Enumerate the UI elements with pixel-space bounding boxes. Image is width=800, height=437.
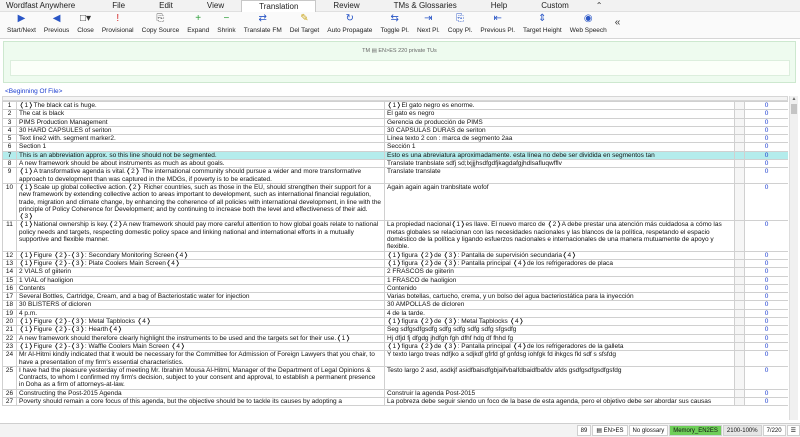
menu-edit[interactable]: Edit — [159, 0, 173, 10]
copy-source-icon: ⎘ — [156, 13, 165, 24]
segment-number: 21 — [3, 326, 17, 334]
segment-source: PIMS Production Management — [17, 118, 385, 126]
toolbar-button-label: Toggle Pl. — [380, 27, 409, 34]
segment-source: Contents — [17, 284, 385, 292]
segment-status — [735, 309, 745, 317]
segment-number: 8 — [3, 160, 17, 168]
menu-file[interactable]: File — [112, 0, 126, 10]
segment-source: 4 p.m. — [17, 309, 385, 317]
segment-row[interactable] — [3, 251, 789, 259]
previous-button[interactable] — [40, 12, 73, 39]
segment-match-count: 0 — [745, 143, 789, 151]
segment-status — [735, 126, 745, 134]
segment-target[interactable]: Hj dfjd fj dfgdg jhdfgh fgh dfhf hdg df fhhd fg — [385, 334, 735, 342]
segment-row[interactable] — [3, 284, 789, 292]
segment-source: Several Bottles, Cartridge, Cream, and a bag of Bacteriostatic water for injection — [17, 293, 385, 301]
segment-row[interactable] — [3, 168, 789, 184]
segment-number: 14 — [3, 268, 17, 276]
toggle-pl-button[interactable] — [376, 12, 413, 39]
previous-pl-button[interactable] — [476, 12, 519, 39]
segment-target[interactable]: Sección 1 — [385, 143, 735, 151]
segment-number: 23 — [3, 342, 17, 350]
segment-status — [735, 318, 745, 326]
segment-status — [735, 397, 745, 405]
segment-number: 25 — [3, 366, 17, 389]
next-pl-button[interactable] — [413, 12, 444, 39]
segment-status — [735, 143, 745, 151]
close-icon: □▾ — [79, 13, 92, 24]
segment-number: 26 — [3, 389, 17, 397]
menu-help[interactable]: Help — [490, 0, 508, 10]
segment-match-count: 0 — [745, 160, 789, 168]
segment-target[interactable]: ❬1❭El gato negro es enorme. — [385, 102, 735, 110]
toolbar-button-label: Next Pl. — [416, 27, 440, 34]
segment-match-count: 0 — [745, 334, 789, 342]
start-next-icon: ▶ — [17, 13, 26, 24]
segment-source: I have had the pleasure yesterday of meeting Mr. Ibrahim Mousa Al-Hitmi, Manager of the Department of Legal Opinions & Contracts, to whom I confirmed my firm's decision, subject to your consent and approval, to establish a permanent presence in Doha as a firm of attorneys-at-law. — [17, 366, 385, 389]
segment-status — [735, 251, 745, 259]
beginning-of-file-marker: <Beginning Of File> — [5, 88, 63, 95]
segment-number: 7 — [3, 151, 17, 159]
shrink-button[interactable] — [213, 12, 239, 39]
toolbar-button-label: Target Height — [523, 27, 562, 34]
tm-panel — [3, 41, 796, 83]
segment-number: 22 — [3, 334, 17, 342]
segment-row[interactable] — [3, 151, 789, 159]
segment-number: 11 — [3, 221, 17, 251]
segment-status — [735, 118, 745, 126]
menu-app-title[interactable]: Wordfast Anywhere — [6, 0, 76, 10]
segment-source: The cat is black — [17, 110, 385, 118]
segment-target[interactable]: 30 CÁPSULAS DURAS de seriton — [385, 126, 735, 134]
segment-target[interactable]: ❬1❭figura ❬2❭de ❬3❭: Pantalla principal ❬4❭de los refrigeradores de placa — [385, 259, 735, 267]
segment-target[interactable]: 1 FRASCO de haoligion — [385, 276, 735, 284]
segment-source: ❬1❭Figure ❬2❭-❬3❭: Plate Coolers Main Screen❬4❭ — [17, 259, 385, 267]
toolbar-button-label: Previous Pl. — [480, 27, 516, 34]
menu-bar — [0, 0, 800, 12]
vertical-scrollbar[interactable] — [789, 96, 798, 420]
segment-match-count: 0 — [745, 251, 789, 259]
expand-button[interactable] — [183, 12, 213, 39]
toolbar-button-label: Previous — [43, 27, 70, 34]
status-cell[interactable]: Memory_EN2ES — [669, 425, 722, 436]
toolbar-more-icon[interactable]: « — [614, 17, 621, 28]
segment-number: 16 — [3, 284, 17, 292]
segment-row[interactable] — [3, 301, 789, 309]
segment-match-count: 0 — [745, 351, 789, 367]
toolbar-button-label: Shrink — [217, 27, 236, 34]
segment-row[interactable] — [3, 160, 789, 168]
segment-number: 12 — [3, 251, 17, 259]
auto-propagate-icon: ↻ — [345, 13, 355, 24]
segment-status — [735, 221, 745, 251]
segment-source: 30 BLISTERS of dicloren — [17, 301, 385, 309]
segment-row[interactable] — [3, 397, 789, 405]
segment-row[interactable] — [3, 268, 789, 276]
segment-row[interactable] — [3, 351, 789, 367]
segment-status — [735, 268, 745, 276]
segment-source: This is an abbreviation approx. so this line should not be segmented. — [17, 151, 385, 159]
toolbar-button-label: Expand — [187, 27, 210, 34]
segment-match-count: 0 — [745, 259, 789, 267]
segment-target[interactable]: ❬1❭figura ❬2❭de ❬3❭: Pantalla de supervisión secundaria❬4❭ — [385, 251, 735, 259]
toolbar-button-label: Start/Next — [7, 27, 36, 34]
segment-target[interactable]: Contenido — [385, 284, 735, 292]
segment-row[interactable] — [3, 318, 789, 326]
segment-status — [735, 102, 745, 110]
previous-icon: ◀ — [52, 13, 61, 24]
segment-target[interactable]: Translate tranbslate sdfj sd;lxjjjhsdfgdfjkagdafgjhdlsafluqwfflv — [385, 160, 735, 168]
segment-status — [735, 326, 745, 334]
segment-source: ❬1❭A transformative agenda is vital.❬2❭ The international community should pursue a wider and more transformative approach to development than was captured in the MDGs, if poverty is to be eradicated. — [17, 168, 385, 184]
segment-match-count: 0 — [745, 110, 789, 118]
segment-source: ❬1❭Figure ❬2❭-❬3❭: Hearth❬4❭ — [17, 326, 385, 334]
segment-row[interactable] — [3, 221, 789, 251]
segment-number: 10 — [3, 183, 17, 220]
start-next-button[interactable] — [3, 12, 40, 39]
segment-status — [735, 259, 745, 267]
segment-status — [735, 293, 745, 301]
segment-status — [735, 183, 745, 220]
segment-table — [2, 101, 788, 406]
menu-view[interactable]: View — [206, 0, 225, 10]
segment-status — [735, 284, 745, 292]
toolbar-button-label: Del Target — [289, 27, 320, 34]
segment-target[interactable]: Construir la agenda Post-2015 — [385, 389, 735, 397]
segment-number: 9 — [3, 168, 17, 184]
segment-target[interactable]: 30 AMPOLLAS de dicloren — [385, 301, 735, 309]
segment-match-count: 0 — [745, 183, 789, 220]
segment-match-count: 0 — [745, 118, 789, 126]
toolbar-button-label: Auto Propagate — [327, 27, 373, 34]
segment-row[interactable] — [3, 326, 789, 334]
segment-row[interactable] — [3, 259, 789, 267]
segment-match-count: 0 — [745, 102, 789, 110]
menu-tms-glossaries[interactable]: TMs & Glossaries — [393, 0, 457, 10]
segment-row[interactable] — [3, 183, 789, 220]
status-cell[interactable]: 89 — [577, 425, 592, 436]
segment-status — [735, 168, 745, 184]
status-cell[interactable]: No glossary — [629, 425, 669, 436]
web-speech-icon: ◉ — [583, 13, 593, 24]
segment-status — [735, 351, 745, 367]
menu-translation[interactable]: Translation — [241, 0, 316, 12]
copy-source-button[interactable] — [138, 12, 184, 39]
segment-source: A new framework should therefore clearly highlight the instruments to be used and the targets set for their use.❬1❭ — [17, 334, 385, 342]
segment-row[interactable] — [3, 342, 789, 350]
segment-match-count: 0 — [745, 221, 789, 251]
segment-target[interactable]: La pobreza debe seguir siendo un foco de la base de esta agenda, pero el objetivo debe ser abordar sus causas — [385, 397, 735, 405]
segment-row[interactable] — [3, 276, 789, 284]
toolbar-button-label: Copy Pl. — [447, 27, 473, 34]
segment-match-count: 0 — [745, 366, 789, 389]
segment-match-count: 0 — [745, 135, 789, 143]
segment-row[interactable] — [3, 126, 789, 134]
close-button[interactable] — [73, 12, 98, 39]
segment-status — [735, 366, 745, 389]
segment-row[interactable] — [3, 293, 789, 301]
segment-target[interactable]: 2 FRASCOS de giiterin — [385, 268, 735, 276]
target-height-button[interactable] — [519, 12, 566, 39]
status-bar — [0, 423, 800, 437]
segment-match-count: 0 — [745, 326, 789, 334]
toggle-pl-icon: ⇆ — [390, 13, 399, 24]
segment-row[interactable] — [3, 366, 789, 389]
scroll-thumb[interactable] — [791, 104, 797, 114]
menu-review[interactable]: Review — [333, 0, 360, 10]
segment-row[interactable] — [3, 309, 789, 317]
status-cell[interactable]: 2100-100% — [723, 425, 762, 436]
segment-match-count: 0 — [745, 268, 789, 276]
previous-pl-icon: ⇤ — [493, 13, 502, 24]
next-pl-icon: ⇥ — [424, 13, 433, 24]
segment-row[interactable] — [3, 102, 789, 110]
segment-match-count: 0 — [745, 293, 789, 301]
toolbar-button-label: Close — [77, 27, 94, 34]
segment-number: 4 — [3, 126, 17, 134]
segment-row[interactable] — [3, 143, 789, 151]
segment-source: ❬1❭The black cat is huge. — [17, 102, 385, 110]
segment-number: 3 — [3, 118, 17, 126]
segment-match-count: 0 — [745, 309, 789, 317]
segment-source: ❬1❭Scale up global collective action.❬2❭ Richer countries, such as those in the EU, should strengthen their support for a new framework by extending collective action to areas important to development, such as international financial regulation, trade, migration and climate change, by enhancing the coherence of all policies with international development, in line with the principle of Policy Coherence for Development; and by continuing to increase both the level and effectiveness of their aid.❬3❭ — [17, 183, 385, 220]
segment-match-count: 0 — [745, 168, 789, 184]
segment-match-count: 0 — [745, 284, 789, 292]
segment-number: 17 — [3, 293, 17, 301]
auto-propagate-button[interactable] — [323, 12, 376, 39]
segment-target[interactable]: Varias botellas, cartucho, crema, y un bolso del agua bacteriostática para la inyección — [385, 293, 735, 301]
segment-source: ❬1❭National ownership is key.❬2❭A new framework should pay more careful attention to how global goals relate to national policy needs and targets, respecting domestic policy space and linking national and international efforts in a mutually supportive and flexible manner. — [17, 221, 385, 251]
expand-icon: + — [195, 13, 202, 24]
shrink-icon: − — [223, 13, 230, 24]
menu-custom[interactable]: Custom — [541, 0, 569, 10]
segment-row[interactable] — [3, 389, 789, 397]
segment-number: 27 — [3, 397, 17, 405]
segment-number: 15 — [3, 276, 17, 284]
segment-source: Constructing the Post-2015 Agenda — [17, 389, 385, 397]
translate-fm-icon: ⇄ — [258, 13, 267, 24]
segment-status — [735, 389, 745, 397]
segment-number: 19 — [3, 309, 17, 317]
translate-fm-button[interactable] — [240, 12, 286, 39]
target-height-icon: ⇕ — [538, 13, 547, 24]
segment-match-count: 0 — [745, 301, 789, 309]
segment-target[interactable]: Y texto largo treas ndfjko a sdjkdf gfrfd gf gnfdsg iohfgk fd ihkgcs fkl sdf s sfsfdg — [385, 351, 735, 367]
segment-source: A new framework should be about instruments as much as about goals. — [17, 160, 385, 168]
scroll-up-icon[interactable]: ▲ — [791, 96, 797, 102]
segment-match-count: 0 — [745, 276, 789, 284]
segment-row[interactable] — [3, 334, 789, 342]
segment-match-count: 0 — [745, 397, 789, 405]
web-speech-button[interactable] — [566, 12, 611, 39]
segment-target[interactable]: Testo largo 2 asd, asdkjf asidfbaisdfgbjaifvbalfdbaidfbafdv afds gsdfgsdfgsdfgsfdg — [385, 366, 735, 389]
toolbar-button-label: Provisional — [101, 27, 134, 34]
segment-target[interactable]: ❬1❭figura ❬2❭de ❬3❭: Metal Tapblocks ❬4❭ — [385, 318, 735, 326]
segment-source: 1 VIAL of haoligion — [17, 276, 385, 284]
segment-source: Mr Al-Hitmi kindly indicated that it would be necessary for the Committee for Admission of Foreign Lawyers that you chair, to have a presentation of my firm's essential characteristics. — [17, 351, 385, 367]
segment-source: ❬1❭Figure ❬2❭-❬3❭: Waffle Coolers Main Screen ❬4❭ — [17, 342, 385, 350]
segment-number: 6 — [3, 143, 17, 151]
segment-status — [735, 276, 745, 284]
toolbar-button-label: Web Speech — [569, 27, 607, 34]
toolbar-button-label: Copy Source — [141, 27, 180, 34]
segment-status — [735, 334, 745, 342]
provisional-icon: ! — [116, 13, 120, 24]
segment-status — [735, 301, 745, 309]
segment-grid — [2, 96, 788, 420]
copy-pl-button[interactable] — [444, 12, 477, 39]
segment-match-count: 0 — [745, 342, 789, 350]
del-target-icon: ✎ — [300, 13, 309, 24]
segment-status — [735, 135, 745, 143]
segment-source: Section 1 — [17, 143, 385, 151]
segment-status — [735, 342, 745, 350]
segment-number: 13 — [3, 259, 17, 267]
toolbar-button-label: Translate FM — [243, 27, 282, 34]
tm-header: TM ▤ EN>ES 220 private TUs — [362, 48, 437, 54]
segment-target[interactable]: Seg sdfgsdfgsdfg sdfg sdfg sdfg sdfg sfgsdfg — [385, 326, 735, 334]
toolbar — [0, 12, 800, 39]
segment-match-count: 0 — [745, 126, 789, 134]
segment-target[interactable]: La propiedad nacional❬1❭es llave. El nuevo marco de ❬2❭A debe prestar una atención más cuidadosa a cómo las metas globales se relacionan con las necesidades nacionales y las blancos de la política, respetando el espacio doméstico de la política y ligando esfuerzos nacionales e internacionales de una manera mutuamente de apoyo y flexible. — [385, 221, 735, 251]
segment-status — [735, 160, 745, 168]
segment-match-count: 0 — [745, 318, 789, 326]
segment-source: 2 VIALS of giiterin — [17, 268, 385, 276]
segment-status — [735, 151, 745, 159]
segment-target[interactable]: Línea texto 2 con : marca de segmento 2aa — [385, 135, 735, 143]
segment-row[interactable] — [3, 118, 789, 126]
segment-match-count: 0 — [745, 151, 789, 159]
segment-target[interactable]: 4 de la tarde. — [385, 309, 735, 317]
segment-source: Poverty should remain a core focus of this agenda, but the objective should be to tackle its causes by adopting a — [17, 397, 385, 405]
segment-status — [735, 110, 745, 118]
status-cell[interactable]: ☰ — [787, 425, 800, 436]
segment-source: ❬1❭Figure ❬2❭-❬3❭: Metal Tapblocks ❬4❭ — [17, 318, 385, 326]
segment-target[interactable]: Again again again tranbsltate wofof — [385, 183, 735, 220]
segment-source: 30 HARD CAPSULES of seriton — [17, 126, 385, 134]
segment-match-count: 0 — [745, 389, 789, 397]
segment-number: 2 — [3, 110, 17, 118]
segment-target[interactable]: Translate translate — [385, 168, 735, 184]
segment-number: 18 — [3, 301, 17, 309]
copy-pl-icon: ⎘ — [456, 13, 465, 24]
status-cell[interactable]: 7/220 — [763, 425, 786, 436]
status-cell[interactable]: ▤ EN>ES — [592, 425, 627, 436]
segment-row[interactable] — [3, 135, 789, 143]
provisional-button[interactable] — [98, 12, 138, 39]
del-target-button[interactable] — [286, 12, 324, 39]
segment-target[interactable]: El gato es negro — [385, 110, 735, 118]
segment-target[interactable]: Esto es una abreviatura aproximadamente. esta línea no debe ser dividida en segmentos tan — [385, 151, 735, 159]
segment-number: 20 — [3, 318, 17, 326]
segment-source: Text line2 with. segment marker2. — [17, 135, 385, 143]
segment-number: 1 — [3, 102, 17, 110]
tm-match-area[interactable] — [10, 60, 790, 76]
segment-source: ❬1❭Figure ❬2❭-❬3❭: Secondary Monitoring Screen❬4❭ — [17, 251, 385, 259]
collapse-ribbon-icon[interactable]: ⌃ — [595, 0, 603, 10]
segment-number: 24 — [3, 351, 17, 367]
segment-row[interactable] — [3, 110, 789, 118]
segment-target[interactable]: Gerencia de producción de PIMS — [385, 118, 735, 126]
segment-number: 5 — [3, 135, 17, 143]
segment-target[interactable]: ❬1❭figura ❬2❭de ❬3❭: Pantalla principal ❬4❭de los refrigeradores de la galleta — [385, 342, 735, 350]
